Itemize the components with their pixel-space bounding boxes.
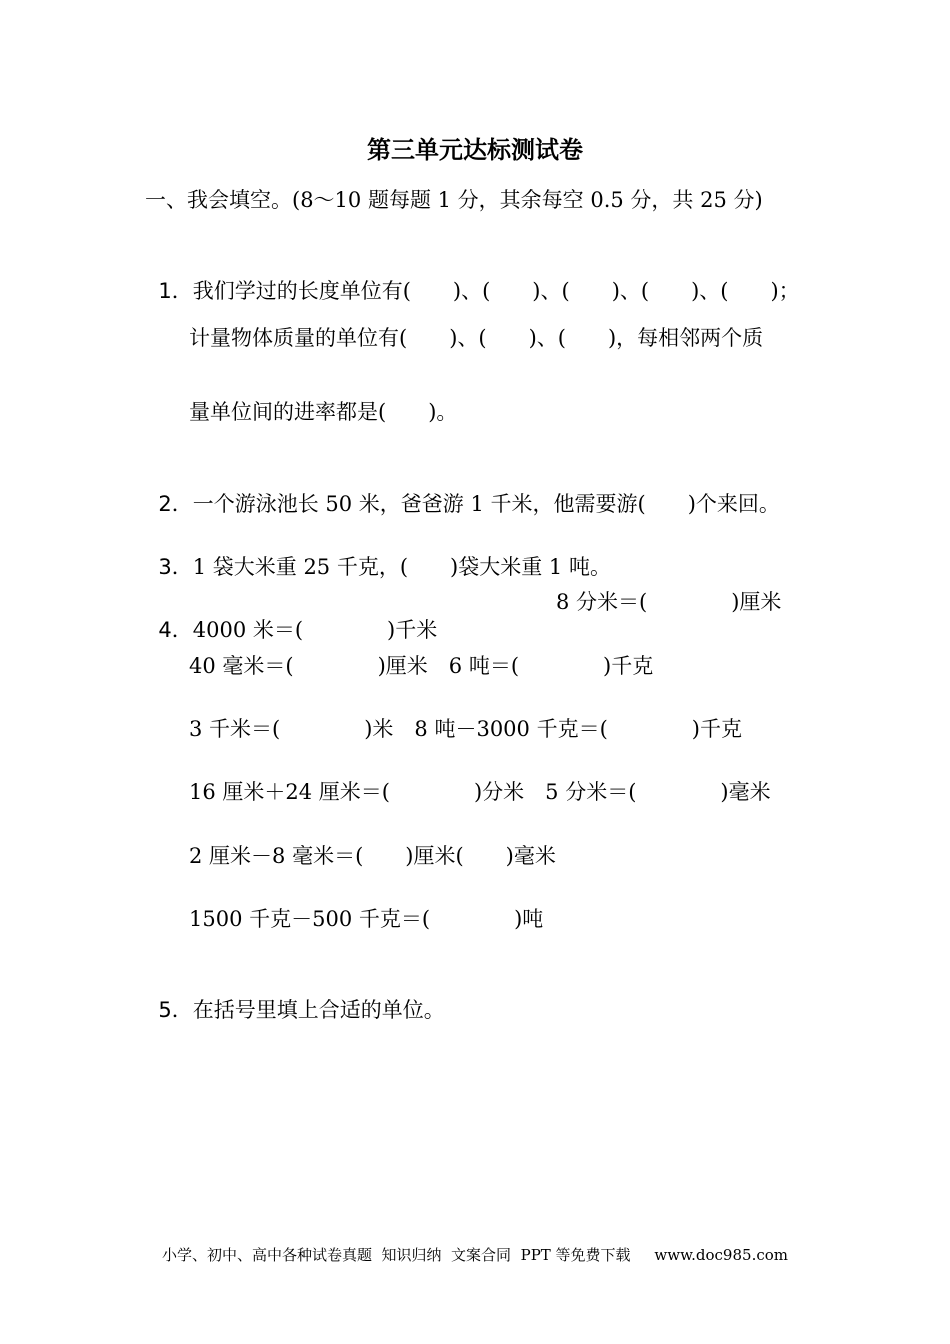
question-4-row-4: 16 厘米＋24 厘米＝( )分米 5 分米＝( )毫米 xyxy=(189,780,771,804)
question-4-row-6: 1500 千克－500 千克＝( )吨 xyxy=(189,907,544,931)
question-number: 3． xyxy=(158,555,193,579)
conversion-item: 8 分米＝( )厘米 xyxy=(556,590,782,614)
question-text: 一个游泳池长 50 米，爸爸游 1 千米，他需要游( )个来回。 xyxy=(192,492,780,516)
question-text: 我们学过的长度单位有( )、( )、( )、( )、( )； xyxy=(192,279,800,303)
question-number: 1． xyxy=(158,279,193,303)
question-number: 2． xyxy=(158,492,193,516)
question-1-line-1 xyxy=(145,249,800,305)
question-3 xyxy=(145,525,611,581)
question-text: 1 袋大米重 25 千克，( )袋大米重 1 吨。 xyxy=(192,555,611,579)
question-1-line-2: 计量物体质量的单位有( )、( )、( )，每相邻两个质 xyxy=(189,326,764,350)
question-1-line-3: 量单位间的进率都是( )。 xyxy=(189,400,458,424)
question-5 xyxy=(145,968,445,1024)
question-text: 在括号里填上合适的单位。 xyxy=(192,998,445,1022)
question-4-row-3: 3 千米＝( )米 8 吨－3000 千克＝( )千克 xyxy=(189,717,742,741)
question-4-row-2: 40 毫米＝( )厘米 6 吨＝( )千克 xyxy=(189,654,654,678)
conversion-item: 4000 米＝( )千米 xyxy=(192,618,438,642)
question-number: 4． xyxy=(158,618,193,642)
question-number: 5． xyxy=(158,998,193,1022)
question-4-row-5: 2 厘米－8 毫米＝( )厘米( )毫米 xyxy=(189,844,556,868)
page-footer: 小学、初中、高中各种试卷真题 知识归纳 文案合同 PPT 等免费下载 www.doc985.com xyxy=(161,1246,788,1264)
section-heading: 一、我会填空。(8～10 题每题 1 分，其余每空 0.5 分，共 25 分) xyxy=(145,188,763,212)
page-title: 第三单元达标测试卷 xyxy=(367,136,583,164)
question-2 xyxy=(145,462,780,518)
question-4-row-1 xyxy=(145,588,437,644)
